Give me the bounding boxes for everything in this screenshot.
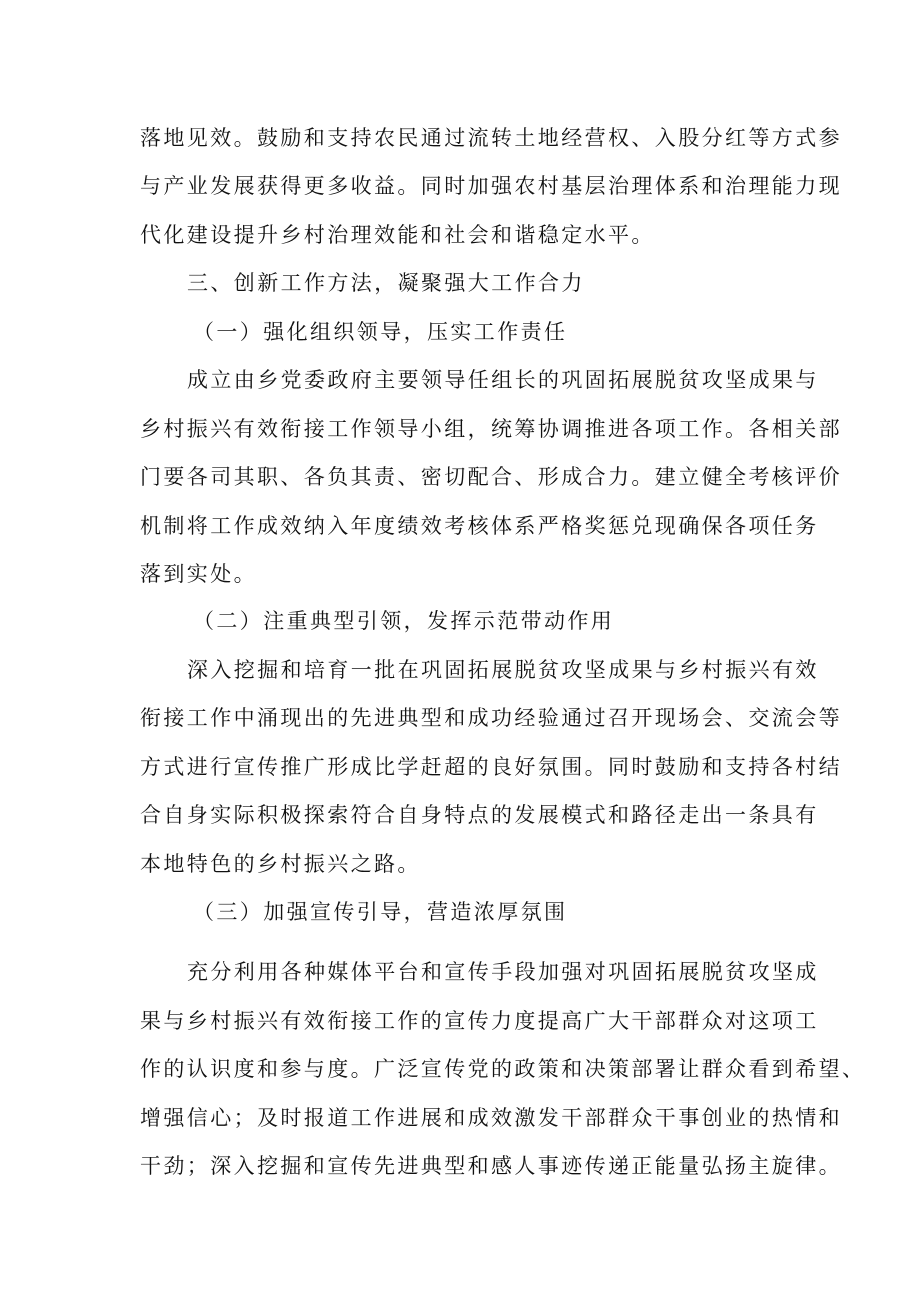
paragraph-line: 机制将工作成效纳入年度绩效考核体系严格奖惩兑现确保各项任务 — [140, 514, 819, 538]
paragraph-line: 干劲；深入挖掘和宣传先进典型和感人事迹传递正能量弘扬主旋律。 — [140, 1154, 842, 1178]
subsection-heading: （三）加强宣传引导，营造浓厚氛围 — [193, 900, 568, 924]
paragraph-line: 落到实处。 — [140, 562, 257, 586]
paragraph-line: 落地见效。鼓励和支持农民通过流转土地经营权、入股分红等方式参 — [140, 126, 842, 150]
section-heading: 三、创新工作方法，凝聚强大工作合力 — [187, 271, 585, 295]
paragraph-line: 乡村振兴有效衔接工作领导小组，统筹协调推进各项工作。各相关部 — [140, 417, 842, 441]
paragraph-line: 增强信心；及时报道工作进展和成效激发干部群众干事创业的热情和 — [140, 1106, 842, 1130]
paragraph-line: 深入挖掘和培育一批在巩固拓展脱贫攻坚成果与乡村振兴有效 — [187, 658, 819, 682]
paragraph-line: 合自身实际积极探索符合自身特点的发展模式和路径走出一条具有 — [140, 803, 819, 827]
paragraph-line: 果与乡村振兴有效衔接工作的宣传力度提高广大干部群众对这项工 — [140, 1009, 819, 1033]
paragraph-line: 门要各司其职、各负其责、密切配合、形成合力。建立健全考核评价 — [140, 465, 842, 489]
paragraph-line: 代化建设提升乡村治理效能和社会和谐稳定水平。 — [140, 223, 655, 247]
paragraph-line: 充分利用各种媒体平台和宣传手段加强对巩固拓展脱贫攻坚成 — [187, 960, 819, 984]
paragraph-line: 与产业发展获得更多收益。同时加强农村基层治理体系和治理能力现 — [140, 174, 842, 198]
paragraph-line: 作的认识度和参与度。广泛宣传党的政策和决策部署让群众看到希望、 — [140, 1057, 866, 1081]
paragraph-line: 方式进行宣传推广形成比学赶超的良好氛围。同时鼓励和支持各村结 — [140, 755, 842, 779]
paragraph-line: 成立由乡党委政府主要领导任组长的巩固拓展脱贫攻坚成果与 — [187, 368, 819, 392]
subsection-heading: （一）强化组织领导，压实工作责任 — [193, 320, 568, 344]
paragraph-line: 本地特色的乡村振兴之路。 — [140, 852, 421, 876]
subsection-heading: （二）注重典型引领，发挥示范带动作用 — [193, 609, 615, 633]
paragraph-line: 衔接工作中涌现出的先进典型和成功经验通过召开现场会、交流会等 — [140, 706, 842, 730]
